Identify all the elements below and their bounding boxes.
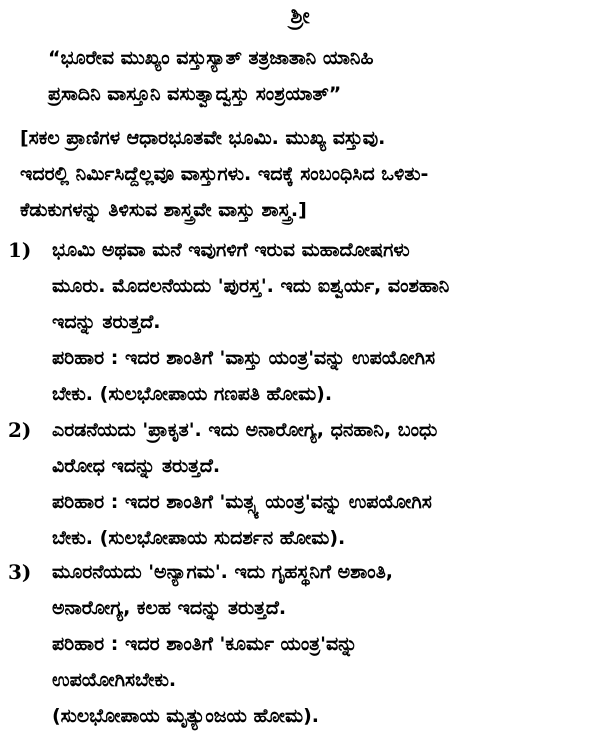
item-line: ಇದನ್ನು ತರುತ್ತದೆ. [52, 311, 161, 333]
item-line: ಪರಿಹಾರ : ಇದರ ಶಾಂತಿಗೆ 'ಮತ್ಸ್ಯ ಯಂತ್ರ'ವನ್ನು ಉಪಯೋಗಿಸ [52, 491, 432, 513]
top-invocation-mark: ಶ್ರೀ [290, 4, 310, 29]
item-line: ಬೇಕು. (ಸುಲಭೋಪಾಯ ಗಣಪತಿ ಹೋಮ). [52, 383, 333, 405]
gloss-line-1: [ಸಕಲ ಪ್ರಾಣಿಗಳ ಆಧಾರಭೂತವೇ ಭೂಮಿ. ಮುಖ್ಯ ವಸ್ತುವು. [20, 127, 386, 149]
item-line: ಭೂಮಿ ಅಥವಾ ಮನೆ ಇವುಗಳಿಗೆ ಇರುವ ಮಹಾದೋಷಗಳು [52, 239, 410, 261]
item-number: 3) [8, 560, 32, 584]
item-line: ಪರಿಹಾರ : ಇದರ ಶಾಂತಿಗೆ 'ವಾಸ್ತು ಯಂತ್ರ'ವನ್ನು ಉಪಯೋಗಿಸ [52, 347, 436, 369]
item-line: ವಿರೋಧ ಇದನ್ನು ತರುತ್ತದೆ. [52, 455, 221, 477]
gloss-line-2: ಇದರಲ್ಲಿ ನಿರ್ಮಿಸಿದ್ದೆಲ್ಲವೂ ವಾಸ್ತುಗಳು. ಇದಕ್ಕೆ ಸಂಬಂಧಿಸಿದ ಒಳಿತು- [20, 163, 429, 185]
verse-gloss [20, 120, 580, 228]
item-line: ಪರಿಹಾರ : ಇದರ ಶಾಂತಿಗೆ 'ಕೂರ್ಮ ಯಂತ್ರ'ವನ್ನು [52, 633, 358, 655]
verse-line-1: “ಭೂರೇವ ಮುಖ್ಯಂ ವಸ್ತುಸ್ಯಾತ್ ತತ್ರಜಾತಾನಿ ಯಾನಿಹಿ [48, 47, 374, 69]
sanskrit-verse [48, 40, 568, 112]
item-line: ಅನಾರೋಗ್ಯ, ಕಲಹ ಇದನ್ನು ತರುತ್ತದೆ. [52, 597, 287, 619]
item-body [52, 554, 582, 734]
item-line: ಎರಡನೆಯದು 'ಪ್ರಾಕೃತ'. ಇದು ಅನಾರೋಗ್ಯ, ಧನಹಾನಿ, ಬಂಧು [52, 419, 438, 441]
item-line: ಮೂರು. ಮೊದಲನೆಯದು 'ಪುರಸ್ತ'. ಇದು ಐಶ್ವರ್ಯ, ವಂಶಹಾನಿ [52, 275, 450, 297]
item-body [52, 412, 582, 556]
gloss-line-3: ಕೆಡುಕುಗಳನ್ನು ತಿಳಿಸುವ ಶಾಸ್ತ್ರವೇ ವಾಸ್ತು ಶಾಸ್ತ್ರ.] [20, 199, 307, 221]
item-line: ಮೂರನೆಯದು 'ಅನ್ಯಾಗಮ'. ಇದು ಗೃಹಸ್ಥನಿಗೆ ಅಶಾಂತಿ, [52, 561, 393, 583]
item-line: (ಸುಲಭೋಪಾಯ ಮೃತ್ಯುಂಜಯ ಹೋಮ). [52, 705, 319, 727]
item-line: ಉಪಯೋಗಿಸಬೇಕು. [52, 669, 177, 691]
item-number: 2) [8, 418, 32, 442]
item-body [52, 232, 582, 412]
item-number: 1) [8, 238, 32, 262]
verse-line-2: ಪ್ರಸಾದಿನಿ ವಾಸ್ತೂನಿ ವಸುತ್ವಾದ್ವಸ್ತು ಸಂಶ್ರಯಾತ್” [48, 83, 342, 105]
item-line: ಬೇಕು. (ಸುಲಭೋಪಾಯ ಸುದರ್ಶನ ಹೋಮ). [52, 527, 346, 549]
